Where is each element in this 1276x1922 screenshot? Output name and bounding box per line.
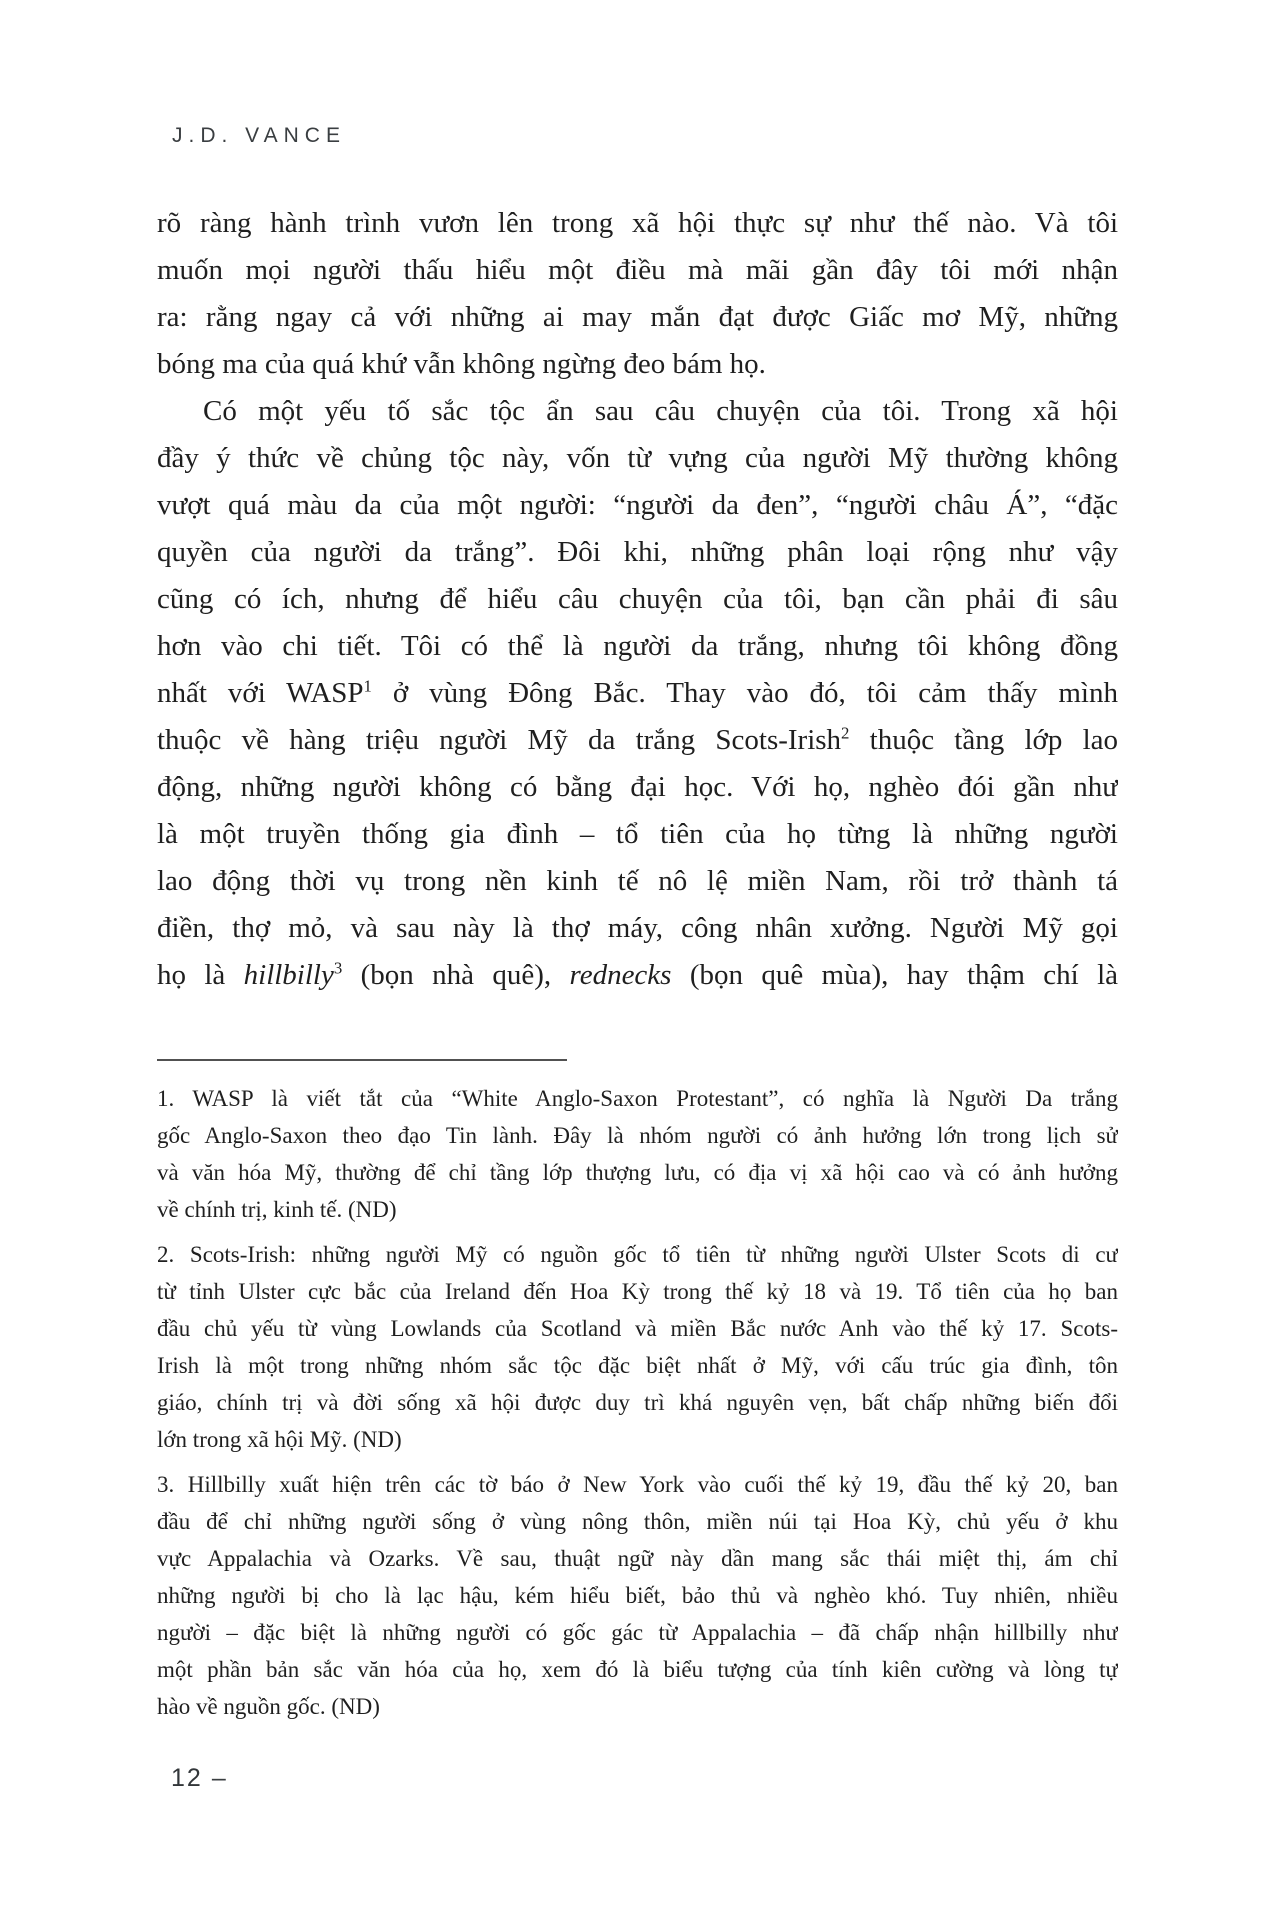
text-run: 1. WASP là viết tắt của “White Anglo-Saxon Protestant”, có nghĩa là Người Da trắng bbox=[157, 1086, 1118, 1111]
text-line bbox=[157, 1614, 1118, 1651]
text-run: bóng ma của quá khứ vẫn không ngừng đeo bám họ. bbox=[157, 348, 766, 380]
text-line bbox=[157, 811, 1118, 858]
text-run: điền, thợ mỏ, và sau này là thợ máy, công nhân xưởng. Người Mỹ gọi bbox=[157, 912, 1118, 944]
text-line bbox=[157, 952, 1118, 999]
text-line bbox=[157, 905, 1118, 952]
text-run: hillbilly bbox=[243, 959, 334, 991]
text-run: muốn mọi người thấu hiểu một điều mà mãi gần đây tôi mới nhận bbox=[157, 254, 1118, 286]
page-number-dash: – bbox=[211, 1764, 228, 1792]
text-run: đầu chủ yếu từ vùng Lowlands của Scotland và miền Bắc nước Anh vào thế kỷ 17. Scots- bbox=[157, 1316, 1118, 1341]
text-line bbox=[157, 764, 1118, 811]
page-number: 12 bbox=[171, 1764, 203, 1792]
text-run: là một truyền thống gia đình – tổ tiên của họ từng là những người bbox=[157, 818, 1118, 850]
text-run: đầy ý thức về chủng tộc này, vốn từ vựng của người Mỹ thường không bbox=[157, 442, 1118, 474]
running-header-author: J.D. VANCE bbox=[172, 124, 346, 147]
footnote-divider bbox=[157, 1059, 567, 1061]
text-line bbox=[157, 1651, 1118, 1688]
page-footer bbox=[171, 1764, 228, 1793]
text-run: Irish là một trong những nhóm sắc tộc đặc biệt nhất ở Mỹ, với cấu trúc gia đình, tôn bbox=[157, 1353, 1118, 1378]
text-line bbox=[157, 388, 1118, 435]
text-line bbox=[157, 1577, 1118, 1614]
text-run: thuộc về hàng triệu người Mỹ da trắng Scots-Irish bbox=[157, 724, 842, 756]
text-run: rõ ràng hành trình vươn lên trong xã hội thực sự như thế nào. Và tôi bbox=[157, 207, 1118, 239]
text-line bbox=[157, 576, 1118, 623]
text-line bbox=[157, 623, 1118, 670]
text-run: đầu để chỉ những người sống ở vùng nông thôn, miền núi tại Hoa Kỳ, chủ yếu ở khu bbox=[157, 1509, 1118, 1534]
text-run: nhất với WASP bbox=[157, 677, 364, 709]
text-line bbox=[157, 294, 1118, 341]
text-line bbox=[157, 529, 1118, 576]
text-run: động, những người không có bằng đại học. Với họ, nghèo đói gần như bbox=[157, 771, 1118, 803]
text-line bbox=[157, 1310, 1118, 1347]
text-line bbox=[157, 1421, 1118, 1458]
text-line bbox=[157, 1273, 1118, 1310]
text-line bbox=[157, 435, 1118, 482]
text-run: vực Appalachia và Ozarks. Về sau, thuật ngữ này dần mang sắc thái miệt thị, ám chỉ bbox=[157, 1546, 1118, 1571]
text-line bbox=[157, 1236, 1118, 1273]
text-line bbox=[157, 670, 1118, 717]
text-line bbox=[157, 858, 1118, 905]
text-line bbox=[157, 1117, 1118, 1154]
text-line bbox=[157, 482, 1118, 529]
text-line bbox=[157, 1080, 1118, 1117]
text-run: lớn trong xã hội Mỹ. (ND) bbox=[157, 1427, 402, 1452]
text-run: (bọn nhà quê), bbox=[342, 959, 570, 991]
text-line bbox=[157, 247, 1118, 294]
text-line bbox=[157, 717, 1118, 764]
text-run: Có một yếu tố sắc tộc ẩn sau câu chuyện của tôi. Trong xã hội bbox=[203, 395, 1118, 427]
text-run: rednecks bbox=[569, 959, 672, 991]
text-line bbox=[157, 1347, 1118, 1384]
paragraph bbox=[157, 1466, 1118, 1725]
text-line bbox=[157, 1191, 1118, 1228]
footnotes bbox=[157, 1080, 1118, 1733]
text-run: họ là bbox=[157, 959, 244, 991]
paragraph bbox=[157, 1080, 1118, 1228]
text-line bbox=[157, 1466, 1118, 1503]
text-run: quyền của người da trắng”. Đôi khi, những phân loại rộng như vậy bbox=[157, 536, 1118, 568]
text-line bbox=[157, 1688, 1118, 1725]
text-run: ra: rằng ngay cả với những ai may mắn đạt được Giấc mơ Mỹ, những bbox=[157, 301, 1118, 333]
footnote-marker: 1 bbox=[363, 676, 372, 696]
text-run: hào về nguồn gốc. (ND) bbox=[157, 1694, 380, 1719]
text-line bbox=[157, 1503, 1118, 1540]
text-run: từ tỉnh Ulster cực bắc của Ireland đến Hoa Kỳ trong thế kỷ 18 và 19. Tổ tiên của họ ban bbox=[157, 1279, 1118, 1304]
text-run: giáo, chính trị và đời sống xã hội được duy trì khá nguyên vẹn, bất chấp những biến đổi bbox=[157, 1390, 1118, 1415]
text-run: gốc Anglo-Saxon theo đạo Tin lành. Đây là nhóm người có ảnh hưởng lớn trong lịch sử bbox=[157, 1123, 1118, 1148]
text-run: và văn hóa Mỹ, thường để chỉ tầng lớp thượng lưu, có địa vị xã hội cao và có ảnh hưởng bbox=[157, 1160, 1118, 1185]
footnote-marker: 2 bbox=[841, 723, 850, 743]
text-run: về chính trị, kinh tế. (ND) bbox=[157, 1197, 397, 1222]
text-run: hơn vào chi tiết. Tôi có thể là người da trắng, nhưng tôi không đồng bbox=[157, 630, 1118, 662]
paragraph bbox=[157, 1236, 1118, 1458]
footnote-marker: 3 bbox=[333, 958, 343, 978]
text-run: vượt quá màu da của một người: “người da đen”, “người châu Á”, “đặc bbox=[157, 489, 1118, 521]
text-run: một phần bản sắc văn hóa của họ, xem đó là biểu tượng của tính kiên cường và lòng tự bbox=[157, 1657, 1118, 1682]
text-run: ở vùng Đông Bắc. Thay vào đó, tôi cảm thấy mình bbox=[371, 677, 1118, 709]
text-line bbox=[157, 200, 1118, 247]
paragraph bbox=[157, 200, 1118, 388]
text-run: 3. Hillbilly xuất hiện trên các tờ báo ở New York vào cuối thế kỷ 19, đầu thế kỷ 20, ban bbox=[157, 1472, 1118, 1497]
text-run: thuộc tầng lớp lao bbox=[849, 724, 1118, 756]
text-line bbox=[157, 1540, 1118, 1577]
text-run: cũng có ích, nhưng để hiểu câu chuyện của tôi, bạn cần phải đi sâu bbox=[157, 583, 1118, 615]
text-run: 2. Scots-Irish: những người Mỹ có nguồn gốc tổ tiên từ những người Ulster Scots di cư bbox=[157, 1242, 1118, 1267]
text-line bbox=[157, 341, 1118, 388]
body-text bbox=[157, 200, 1118, 999]
paragraph bbox=[157, 388, 1118, 999]
text-run: (bọn quê mùa), hay thậm chí là bbox=[671, 959, 1118, 991]
text-run: người – đặc biệt là những người có gốc gác từ Appalachia – đã chấp nhận hillbilly như bbox=[157, 1620, 1118, 1645]
text-run: những người bị cho là lạc hậu, kém hiểu biết, bảo thủ và nghèo khó. Tuy nhiên, nhiều bbox=[157, 1583, 1118, 1608]
text-run: lao động thời vụ trong nền kinh tế nô lệ miền Nam, rồi trở thành tá bbox=[157, 865, 1118, 897]
text-line bbox=[157, 1154, 1118, 1191]
text-line bbox=[157, 1384, 1118, 1421]
